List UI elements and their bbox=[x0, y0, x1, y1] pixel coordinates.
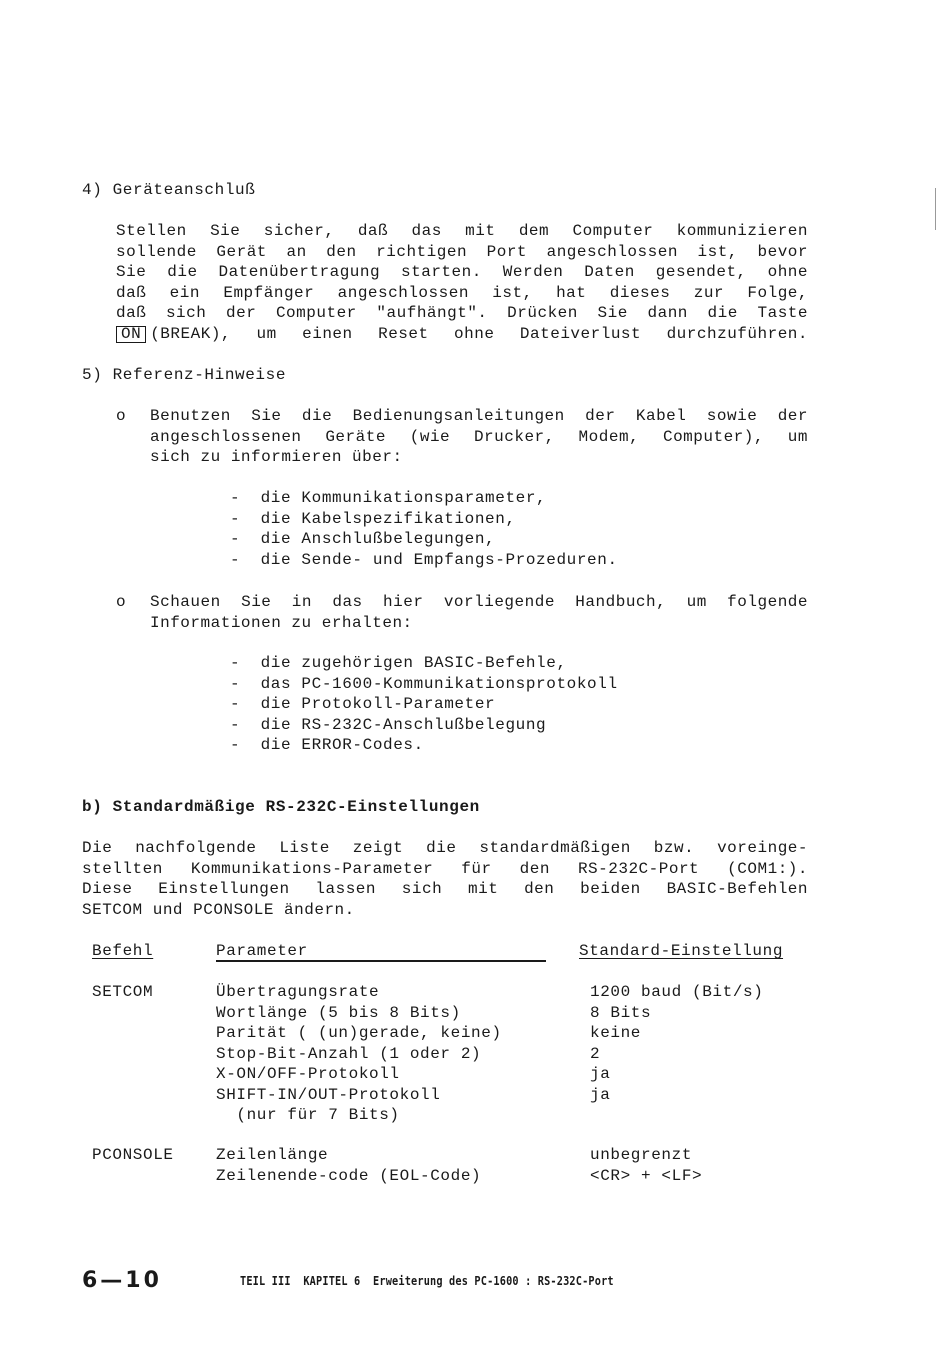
paragraph-line: stellten Kommunikations-Parameter für den RS-232C-Port (COM1:). bbox=[82, 859, 808, 878]
header-underline bbox=[216, 960, 546, 962]
referenz-item-2 bbox=[150, 592, 808, 633]
list-item: - das PC-1600-Kommunikationsprotokoll bbox=[230, 674, 618, 693]
section-b-paragraph bbox=[82, 838, 808, 920]
list-item: - die Kommunikationsparameter, bbox=[230, 489, 547, 507]
section-4-heading: 4) Geräteanschluß bbox=[82, 181, 256, 199]
list-item: - die Protokoll-Parameter bbox=[230, 695, 496, 713]
table-cell: (nur für 7 Bits) bbox=[216, 1106, 400, 1124]
table-header-standard: Standard-Einstellung bbox=[579, 942, 784, 960]
table-cell: 8 Bits bbox=[590, 1003, 652, 1022]
page-number: 6—10 bbox=[82, 1268, 162, 1293]
paragraph-line bbox=[116, 324, 808, 345]
list-item: - die Anschlußbelegungen, bbox=[230, 530, 496, 548]
paragraph-line: Schauen Sie in das hier vorliegende Handbuch, um folgende bbox=[150, 593, 808, 611]
chapter-footer: TEIL III KAPITEL 6 Erweiterung des PC-1600 : RS-232C-Port bbox=[240, 1273, 614, 1288]
table-cell: Wortlänge (5 bis 8 Bits) bbox=[216, 1003, 461, 1022]
table-cell: 2 bbox=[590, 1044, 601, 1063]
list-item: - die Kabelspezifikationen, bbox=[230, 509, 516, 528]
table-cell: ja bbox=[590, 1085, 611, 1104]
table-cell: X-ON/OFF-Protokoll bbox=[216, 1065, 400, 1083]
table-cell: 1200 baud (Bit/s) bbox=[590, 983, 764, 1001]
table-header-befehl: Befehl bbox=[92, 942, 154, 960]
table-cell: Zeilenlänge bbox=[216, 1146, 329, 1164]
paragraph-line: daß ein Empfänger angeschlossen ist, hat dieses zur Folge, bbox=[116, 283, 808, 302]
section-5-heading: 5) Referenz-Hinweise bbox=[82, 366, 287, 384]
paragraph-line: Benutzen Sie die Bedienungsanleitungen der Kabel sowie der bbox=[150, 407, 808, 425]
list-item: - die ERROR-Codes. bbox=[230, 736, 424, 754]
margin-change-bar bbox=[935, 188, 936, 230]
command-setcom: SETCOM bbox=[92, 983, 154, 1001]
list-item: - die Sende- und Empfangs-Prozeduren. bbox=[230, 550, 618, 569]
paragraph-line: SETCOM und PCONSOLE ändern. bbox=[82, 900, 355, 919]
list-item: - die zugehörigen BASIC-Befehle, bbox=[230, 654, 567, 672]
setcom-values bbox=[590, 982, 763, 1105]
bullet-marker: o bbox=[116, 593, 126, 611]
item-2-list bbox=[230, 653, 618, 756]
paragraph-line-end: (BREAK), um einen Reset ohne Dateiverlust durchzuführen. bbox=[150, 324, 808, 343]
bullet-marker: o bbox=[116, 407, 126, 425]
paragraph-line: sich zu informieren über: bbox=[150, 448, 403, 467]
table-cell: Stop-Bit-Anzahl (1 oder 2) bbox=[216, 1044, 482, 1063]
paragraph-line: Diese Einstellungen lassen sich mit den beiden BASIC-Befehlen bbox=[82, 880, 808, 899]
paragraph-line: Sie die Datenübertragung starten. Werden Daten gesendet, ohne bbox=[116, 263, 808, 282]
section-b-heading: b) Standardmäßige RS-232C-Einstellungen bbox=[82, 798, 480, 816]
pconsole-values bbox=[590, 1145, 702, 1186]
table-header-parameter: Parameter bbox=[216, 942, 308, 960]
command-pconsole: PCONSOLE bbox=[92, 1146, 174, 1164]
table-cell: ja bbox=[590, 1065, 611, 1083]
table-cell: unbegrenzt bbox=[590, 1146, 693, 1164]
paragraph-line: Informationen zu erhalten: bbox=[150, 613, 413, 632]
table-cell: Parität ( (un)gerade, keine) bbox=[216, 1024, 502, 1042]
setcom-parameters bbox=[216, 982, 502, 1126]
table-cell: Übertragungsrate bbox=[216, 983, 380, 1001]
paragraph-line: sollende Gerät an den richtigen Port angeschlossen ist, bevor bbox=[116, 242, 808, 261]
table-cell: <CR> + <LF> bbox=[590, 1166, 703, 1185]
section-4-paragraph bbox=[116, 221, 808, 345]
referenz-item-1 bbox=[150, 406, 808, 468]
paragraph-line: daß sich der Computer "aufhängt". Drücken Sie dann die Taste bbox=[116, 304, 808, 323]
paragraph-line: Die nachfolgende Liste zeigt die standardmäßigen bzw. voreinge- bbox=[82, 839, 808, 857]
table-cell: keine bbox=[590, 1024, 642, 1042]
pconsole-parameters bbox=[216, 1145, 481, 1186]
paragraph-line: Stellen Sie sicher, daß das mit dem Computer kommunizieren bbox=[116, 222, 808, 240]
item-1-list bbox=[230, 488, 618, 570]
table-cell: Zeilenende-code (EOL-Code) bbox=[216, 1166, 482, 1185]
list-item: - die RS-232C-Anschlußbelegung bbox=[230, 715, 547, 734]
on-key-icon: ON bbox=[116, 326, 146, 343]
paragraph-line: angeschlossenen Geräte (wie Drucker, Modem, Computer), um bbox=[150, 427, 808, 446]
table-cell: SHIFT-IN/OUT-Protokoll bbox=[216, 1085, 441, 1104]
